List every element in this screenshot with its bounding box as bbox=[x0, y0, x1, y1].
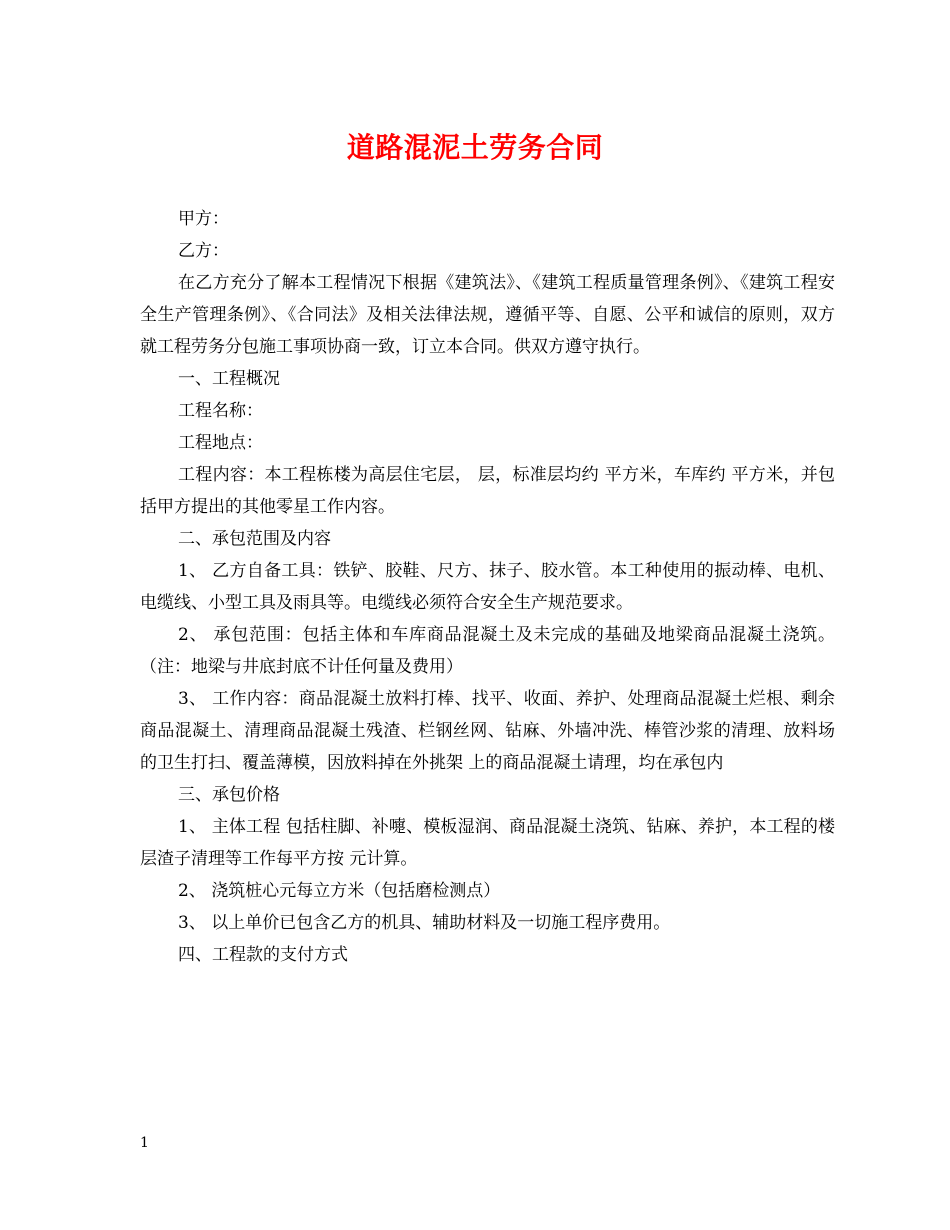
page-number: 1 bbox=[140, 1135, 149, 1151]
project-name-line: 工程名称： bbox=[178, 401, 263, 421]
price-item-2: 2、 浇筑桩心元每立方米（包括磨检测点） bbox=[178, 881, 501, 901]
intro-paragraph: 在乙方充分了解本工程情况下根据《建筑法》、《建筑工程质量管理条例》、《建筑工程安全生产管理条例》、《合同法》及相关法律法规，遵循平等、自愿、公平和诚信的原则，双方就工程劳务分包施工事项协商一致，订立本合同。供双方遵守执行。 bbox=[140, 273, 835, 357]
scope-item-3: 3、 工作内容：商品混凝土放料打棒、找平、收面、养护、处理商品混凝土烂根、剩余商品混凝土、清理商品混凝土残渣、栏钢丝网、钻麻、外墙冲洗、棒管沙浆的清理、放料场的卫生打扫、覆盖薄模，因放料掉在外挑架 上的商品混凝土请理，均在承包内 bbox=[140, 689, 835, 773]
section-heading-price: 三、承包价格 bbox=[178, 785, 280, 805]
price-item-3: 3、 以上单价已包含乙方的机具、辅助材料及一切施工程序费用。 bbox=[178, 913, 671, 933]
party-b-line: 乙方： bbox=[178, 241, 229, 261]
party-a-line: 甲方： bbox=[178, 209, 229, 229]
project-location-line: 工程地点： bbox=[178, 433, 263, 453]
scope-item-2: 2、 承包范围：包括主体和车库商品混凝土及未完成的基础及地梁商品混凝土浇筑。（注：地梁与井底封底不计任何量及费用） bbox=[140, 625, 835, 677]
section-heading-overview: 一、工程概况 bbox=[178, 369, 280, 389]
project-content-paragraph: 工程内容：本工程栋楼为高层住宅层， 层，标准层均约 平方米，车库约 平方米，并包括甲方提出的其他零星工作内容。 bbox=[140, 465, 835, 517]
document-body bbox=[140, 203, 835, 971]
document-title: 道路混泥土劳务合同 bbox=[346, 131, 604, 164]
section-heading-scope: 二、承包范围及内容 bbox=[178, 529, 331, 549]
scope-item-1: 1、 乙方自备工具：铁铲、胶鞋、尺方、抹子、胶水管。本工种使用的振动棒、电机、电缆线、小型工具及雨具等。电缆线必须符合安全生产规范要求。 bbox=[140, 561, 835, 613]
section-heading-payment: 四、工程款的支付方式 bbox=[178, 945, 348, 965]
price-item-1: 1、 主体工程 包括柱脚、补嚏、模板湿润、商品混凝土浇筑、钻麻、养护，本工程的楼层渣子清理等工作每平方按 元计算。 bbox=[140, 817, 835, 869]
